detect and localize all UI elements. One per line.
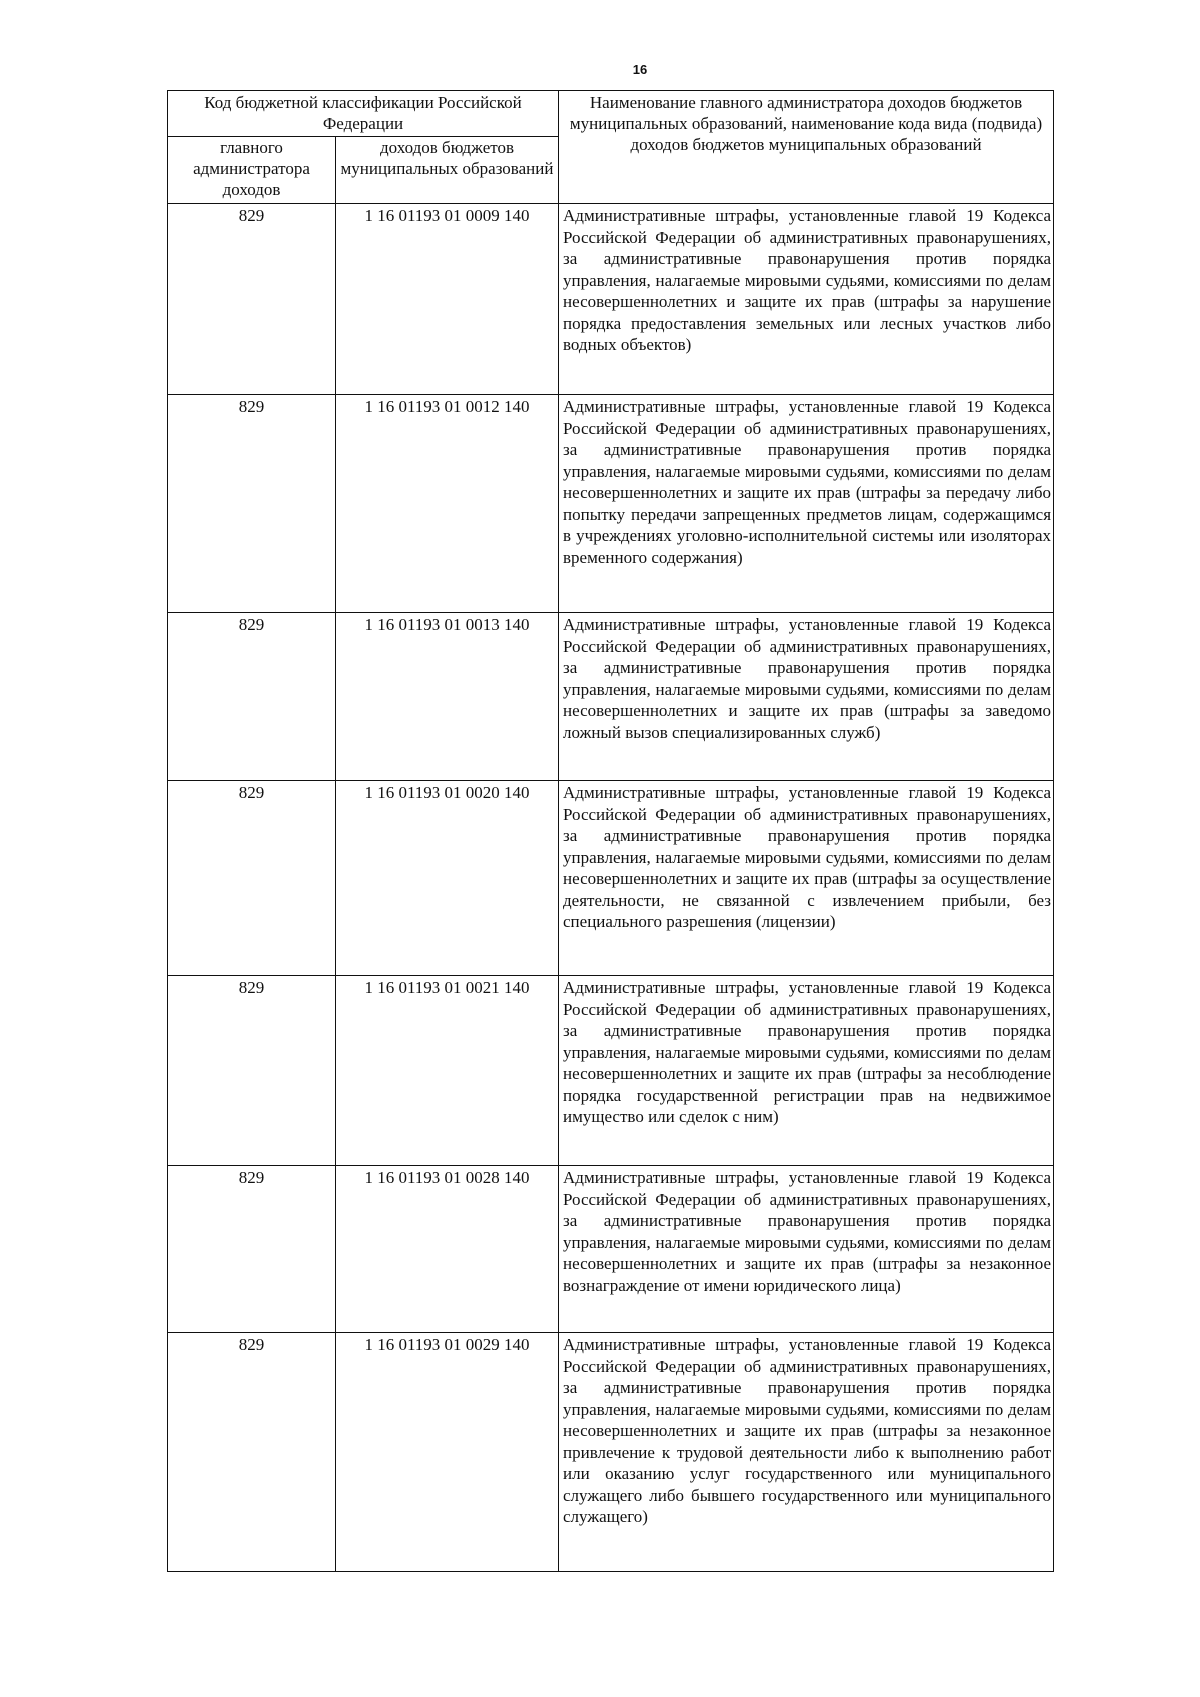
- admin-code-cell: 829: [168, 781, 336, 976]
- income-code-cell: 1 16 01193 01 0028 140: [336, 1166, 559, 1333]
- income-code-cell: 1 16 01193 01 0012 140: [336, 395, 559, 613]
- description-cell: Административные штрафы, установленные главой 19 Кодекса Российской Федерации об административных правонарушениях, за административные правонарушения против порядка управления, налагаемые мировыми судьями, комиссиями по делам несовершеннолетних и защите их прав (штрафы за осуществление деятельности, не связанной с извлечением прибыли, без специального разрешения (лицензии): [559, 781, 1054, 976]
- table-row: [168, 781, 1054, 976]
- table-row: [168, 395, 1054, 613]
- header-income-column: доходов бюджетов муниципальных образований: [336, 137, 559, 204]
- table-row: [168, 204, 1054, 395]
- income-code-cell: 1 16 01193 01 0029 140: [336, 1333, 559, 1572]
- admin-code-cell: 829: [168, 1333, 336, 1572]
- description-cell: Административные штрафы, установленные главой 19 Кодекса Российской Федерации об административных правонарушениях, за административные правонарушения против порядка управления, налагаемые мировыми судьями, комиссиями по делам несовершеннолетних и защите их прав (штрафы за незаконное вознаграждение от имени юридического лица): [559, 1166, 1054, 1333]
- income-code-cell: 1 16 01193 01 0020 140: [336, 781, 559, 976]
- admin-code-cell: 829: [168, 395, 336, 613]
- table-row: [168, 976, 1054, 1166]
- header-admin-column: главного администратора доходов: [168, 137, 336, 204]
- budget-classification-table: [167, 90, 1054, 1572]
- admin-code-cell: 829: [168, 1166, 336, 1333]
- income-code-cell: 1 16 01193 01 0009 140: [336, 204, 559, 395]
- admin-code-cell: 829: [168, 976, 336, 1166]
- income-code-cell: 1 16 01193 01 0013 140: [336, 613, 559, 781]
- table-row: [168, 613, 1054, 781]
- page-number: 16: [632, 62, 648, 77]
- header-code-group: Код бюджетной классификации Российской Федерации: [168, 91, 559, 137]
- description-cell: Административные штрафы, установленные главой 19 Кодекса Российской Федерации об административных правонарушениях, за административные правонарушения против порядка управления, налагаемые мировыми судьями, комиссиями по делам несовершеннолетних и защите их прав (штрафы за передачу либо попытку передачи запрещенных предметов лицам, содержащимся в учреждениях уголовно-исполнительной системы или изоляторах временного содержания): [559, 395, 1054, 613]
- description-cell: Административные штрафы, установленные главой 19 Кодекса Российской Федерации об административных правонарушениях, за административные правонарушения против порядка управления, налагаемые мировыми судьями, комиссиями по делам несовершеннолетних и защите их прав (штрафы за несоблюдение порядка государственной регистрации прав на недвижимое имущество или сделок с ним): [559, 976, 1054, 1166]
- description-cell: Административные штрафы, установленные главой 19 Кодекса Российской Федерации об административных правонарушениях, за административные правонарушения против порядка управления, налагаемые мировыми судьями, комиссиями по делам несовершеннолетних и защите их прав (штрафы за заведомо ложный вызов специализированных служб): [559, 613, 1054, 781]
- admin-code-cell: 829: [168, 613, 336, 781]
- description-cell: Административные штрафы, установленные главой 19 Кодекса Российской Федерации об административных правонарушениях, за административные правонарушения против порядка управления, налагаемые мировыми судьями, комиссиями по делам несовершеннолетних и защите их прав (штрафы за незаконное привлечение к трудовой деятельности либо к выполнению работ или оказанию услуг государственного или муниципального служащего либо бывшего государственного или муниципального служащего): [559, 1333, 1054, 1572]
- income-code-cell: 1 16 01193 01 0021 140: [336, 976, 559, 1166]
- header-name-column: Наименование главного администратора доходов бюджетов муниципальных образований, наименование кода вида (подвида) доходов бюджетов муниципальных образований: [559, 91, 1054, 204]
- admin-code-cell: 829: [168, 204, 336, 395]
- description-cell: Административные штрафы, установленные главой 19 Кодекса Российской Федерации об административных правонарушениях, за административные правонарушения против порядка управления, налагаемые мировыми судьями, комиссиями по делам несовершеннолетних и защите их прав (штрафы за нарушение порядка предоставления земельных или лесных участков либо водных объектов): [559, 204, 1054, 395]
- table-row: [168, 1166, 1054, 1333]
- table-row: [168, 1333, 1054, 1572]
